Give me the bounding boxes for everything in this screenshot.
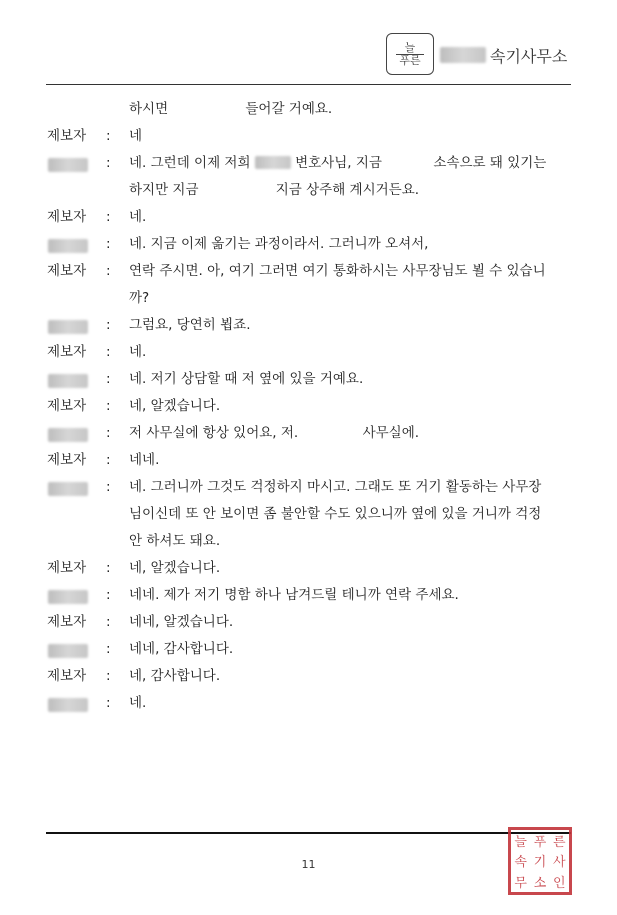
speaker-label: 제보자 [47,398,87,414]
utterance-text: 네. 그런데 이제 저희 변호사님, 지금 소속으로 돼 있기는 [129,155,547,171]
seal-char: 인 [553,876,566,892]
redacted-name [255,156,291,169]
seal-char: 속 [514,855,527,871]
utterance-text: 안 하셔도 돼요. [129,533,221,549]
utterance-text: 네네, 알겠습니다. [129,614,234,630]
utterance-text: 네. 저기 상담할 때 저 옆에 있을 거예요. [129,371,364,387]
transcript-line [0,339,617,366]
transcript-line [0,663,617,690]
seal-char: 사 [553,855,566,871]
office-seal [508,827,572,895]
speaker-colon: : [106,209,111,225]
footer-divider [46,832,571,834]
utterance-text: 네네. [129,452,160,468]
transcript-line [0,258,617,285]
transcript-line [0,204,617,231]
utterance-text: 하지만 지금 지금 상주해 계시거든요. [129,182,420,198]
speaker-colon: : [106,155,111,171]
transcript-line [0,177,617,204]
logo [386,33,434,75]
transcript-line [0,636,617,663]
transcript-line [0,393,617,420]
speaker-colon: : [106,317,111,333]
speaker-colon: : [106,128,111,144]
seal-char: 소 [533,876,547,892]
seal-char: 늘 [514,834,527,850]
speaker-label: 제보자 [47,452,87,468]
redacted-speaker [48,374,88,388]
transcript-line [0,528,617,555]
redacted-speaker [48,239,88,253]
transcript-line [0,231,617,258]
speaker-colon: : [106,452,111,468]
speaker-colon: : [106,695,111,711]
utterance-text: 연락 주시면. 아, 여기 그러면 여기 통화하시는 사무장님도 뵐 수 있습니 [129,263,546,279]
utterance-text: 네 [129,128,143,144]
utterance-text: 네. 그러니까 그것도 걱정하지 마시고. 그래도 또 거기 활동하는 사무장 [129,479,542,495]
transcript-line [0,447,617,474]
utterance-text: 네. 지금 이제 옮기는 과정이라서. 그러니까 오셔서, [129,236,429,252]
transcript-line [0,420,617,447]
speaker-colon: : [106,263,111,279]
speaker-label: 제보자 [47,128,87,144]
redacted-speaker [48,482,88,496]
seal-char: 른 [553,834,566,850]
utterance-text: 네네. 제가 저기 명함 하나 남겨드릴 테니까 연락 주세요. [129,587,459,603]
transcript-line [0,501,617,528]
redacted-speaker [48,158,88,172]
speaker-label: 제보자 [47,614,87,630]
utterance-text: 그럼요, 당연히 뵙죠. [129,317,251,333]
utterance-text: 저 사무실에 항상 있어요, 저. 사무실에. [129,425,420,441]
speaker-colon: : [106,344,111,360]
utterance-text: 네, 감사합니다. [129,668,221,684]
utterance-text: 하시면 들어갈 거예요. [129,101,333,117]
seal-char: 기 [533,855,547,871]
speaker-label: 제보자 [47,209,87,225]
utterance-text: 네. [129,344,147,360]
speaker-colon: : [106,398,111,414]
speaker-colon: : [106,371,111,387]
speaker-colon: : [106,614,111,630]
transcript-line [0,150,617,177]
utterance-text: 님이신데 또 안 보이면 좀 불안할 수도 있으니까 옆에 있을 거니까 걱정 [129,506,542,522]
redacted-speaker [48,428,88,442]
transcript-line [0,312,617,339]
speaker-colon: : [106,641,111,657]
utterance-text: 네. [129,209,147,225]
logo-line1: 늘 [404,40,416,54]
speaker-label: 제보자 [47,344,87,360]
seal-char: 무 [514,876,527,892]
utterance-text: 네, 알겠습니다. [129,560,221,576]
page-number: 11 [301,858,316,871]
transcript-line [0,474,617,501]
transcript-line [0,555,617,582]
speaker-colon: : [106,236,111,252]
redacted-speaker [48,590,88,604]
redacted-speaker [48,644,88,658]
speaker-colon: : [106,587,111,603]
speaker-label: 제보자 [47,668,87,684]
redacted-speaker [48,320,88,334]
transcript-line [0,285,617,312]
redacted-speaker [48,698,88,712]
utterance-text: 네네, 감사합니다. [129,641,234,657]
transcript-line [0,96,617,123]
transcript-line [0,609,617,636]
speaker-colon: : [106,425,111,441]
transcript-line [0,690,617,717]
speaker-label: 제보자 [47,560,87,576]
transcript-line [0,582,617,609]
utterance-text: 네. [129,695,147,711]
utterance-text: 네, 알겠습니다. [129,398,221,414]
transcript-line [0,366,617,393]
speaker-label: 제보자 [47,263,87,279]
transcript [0,96,617,717]
transcript-line [0,123,617,150]
speaker-colon: : [106,479,111,495]
office-name [440,44,567,66]
seal-char: 푸 [533,834,547,850]
office-suffix: 속기사무소 [490,46,568,66]
redacted-office-name [440,47,486,63]
logo-line2: 푸른 [396,54,423,67]
speaker-colon: : [106,560,111,576]
header-divider [46,84,571,85]
utterance-text: 까? [129,290,150,306]
speaker-colon: : [106,668,111,684]
